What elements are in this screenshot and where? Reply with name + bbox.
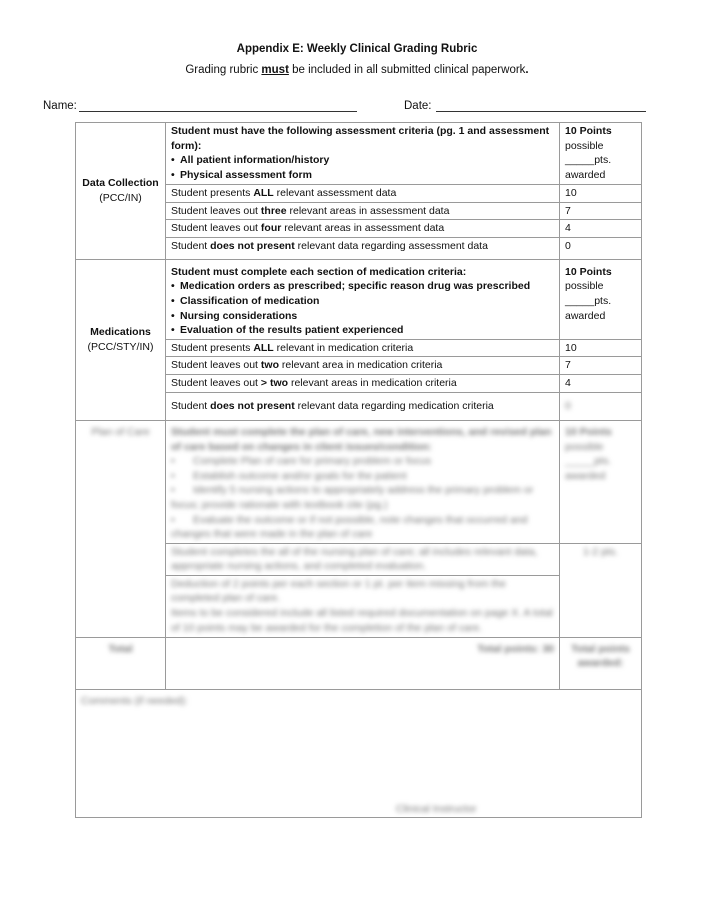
category-name: Data Collection	[82, 177, 159, 190]
points-cell	[560, 420, 642, 543]
category-cell-plan-of-care	[76, 420, 166, 637]
total-awarded-cell[interactable]	[560, 637, 642, 689]
points-blank[interactable]: _____pts.	[565, 154, 612, 167]
category-codes: (PCC/IN)	[99, 191, 142, 204]
criteria-row-text	[166, 357, 560, 375]
row-text-pre: Student presents	[171, 341, 254, 354]
row-points: 7	[560, 202, 642, 220]
row-text-post: relevant areas in assessment data	[281, 222, 445, 235]
category-name: Medications	[90, 326, 151, 339]
row-text-bold: does not present	[210, 400, 295, 413]
row-text-post: relevant assessment data	[273, 187, 397, 199]
criteria-list	[171, 279, 554, 337]
points-awarded: awarded	[565, 469, 606, 482]
row-text-pre: Student leaves out	[171, 359, 261, 372]
criteria-heading: Student must complete each section of medication criteria:	[171, 265, 467, 278]
total-awarded-text: Total points awarded:	[571, 642, 630, 670]
table-row	[76, 637, 642, 689]
list-item: • Classification of medication	[171, 294, 554, 309]
row-text-pre: Student leaves out	[171, 376, 261, 389]
row-text-bold: four	[260, 222, 282, 235]
criteria-heading: Student must have the following assessment criteria (pg. 1 and assessment form):	[171, 125, 550, 152]
points-head: 10 Points	[565, 265, 612, 278]
criteria-list	[171, 454, 554, 542]
subtitle-pre: Grading rubric	[185, 64, 262, 76]
comments-label: Comments (if needed):	[81, 694, 188, 707]
table-row	[76, 123, 642, 185]
list-item: • Identify 5 nursing actions to appropriately address the primary problem or focus; provide rationale with textbook cite (pg.)	[171, 483, 554, 512]
row-text-post: relevant areas in assessment data	[286, 204, 450, 217]
row-text-bold: does not present	[210, 239, 295, 252]
criteria-row-text	[166, 575, 560, 637]
points-cell	[560, 259, 642, 339]
table-row	[76, 420, 642, 543]
list-item: • Nursing considerations	[171, 309, 554, 324]
points-possible: possible	[565, 440, 604, 453]
row-text-bold: three	[260, 204, 287, 217]
criteria-heading: Student must complete the plan of care, new interventions, and revised plan of care based on changes in client issues/condition:	[171, 425, 552, 453]
row-text-pre: Student	[171, 239, 211, 252]
total-label-text: Total	[108, 642, 133, 655]
row-text-pre: Student leaves out	[171, 204, 261, 217]
list-item: • Evaluate the outcome or if not possible, note changes that occurred and changes that were made in the plan of care	[171, 513, 554, 542]
points-awarded: awarded	[565, 168, 606, 181]
row-text-bold: two	[260, 359, 279, 372]
criteria-row-text	[166, 392, 560, 420]
row-points: 0	[560, 237, 642, 259]
table-row	[76, 259, 642, 339]
points-awarded: awarded	[565, 309, 606, 322]
criteria-cell	[166, 259, 560, 339]
criteria-cell	[166, 420, 560, 543]
points-blank[interactable]: _____pts.	[565, 455, 612, 468]
row-points: 4	[560, 220, 642, 238]
points-head: 10 Points	[565, 425, 612, 438]
row-points: 10	[560, 185, 642, 203]
date-label: Date:	[404, 100, 432, 112]
row-text-pre: Student	[171, 400, 211, 413]
row-points: 1-2 pts.	[560, 543, 642, 637]
row-text-post: relevant in medication criteria	[273, 341, 414, 354]
points-possible: possible	[565, 139, 604, 152]
row-points: 0	[560, 392, 642, 420]
table-row	[76, 689, 642, 817]
criteria-cell	[166, 123, 560, 185]
row-text-bold: ALL	[253, 187, 274, 199]
criteria-row-text	[166, 339, 560, 357]
points-blank[interactable]: _____pts.	[565, 294, 612, 307]
clinical-instructor-label: Clinical Instructor	[396, 802, 477, 815]
row-text-post: relevant area in medication criteria	[278, 359, 443, 372]
name-field[interactable]	[43, 100, 357, 112]
list-item: • Physical assessment form	[171, 168, 554, 183]
deduction-text: Deduction of 2 points per each section or 1 pt. per item missing from the completed plan of care.	[171, 577, 507, 605]
total-points-cell	[166, 637, 560, 689]
row-text-bold: > two	[260, 376, 289, 389]
row-points: 10	[560, 339, 642, 357]
list-item: • Establish outcome and/or goals for the patient	[171, 469, 554, 484]
category-cell-medications	[76, 259, 166, 420]
criteria-row-text	[166, 202, 560, 220]
criteria-row-text	[166, 185, 560, 203]
points-possible: possible	[565, 280, 604, 293]
grading-rubric-table	[75, 122, 642, 818]
date-field[interactable]	[404, 100, 646, 112]
list-item: • Medication orders as prescribed; specific reason drug was prescribed	[171, 279, 554, 294]
name-label: Name:	[43, 100, 77, 112]
subtitle-period: .	[525, 64, 529, 76]
list-item: • Complete Plan of care for primary problem or focus	[171, 454, 554, 469]
row-text-post: relevant data regarding medication criteria	[294, 400, 494, 413]
criteria-row-text	[166, 374, 560, 392]
page-title: Appendix E: Weekly Clinical Grading Rubric	[236, 43, 478, 55]
name-underline[interactable]	[79, 100, 357, 112]
row-text-post: relevant areas in medication criteria	[288, 376, 457, 389]
subtitle-must: must	[261, 64, 289, 76]
row-text-pre: Student presents	[171, 187, 254, 199]
row-points: 4	[560, 374, 642, 392]
criteria-row-text	[166, 237, 560, 259]
subtitle-post: be included in all submitted clinical paperwork	[288, 64, 526, 76]
total-points-text: Total points: 30	[477, 642, 554, 655]
points-head: 10 Points	[565, 125, 612, 137]
row-text-bold: ALL	[253, 341, 274, 354]
items-considered-text: Items to be considered include all listed required documentation on page X. A total of 10 points may be awarded for the completion of the plan of care.	[171, 607, 553, 634]
list-item: • Evaluation of the results patient experienced	[171, 323, 554, 338]
category-codes: (PCC/STY/IN)	[87, 340, 154, 353]
row-text-post: relevant data regarding assessment data	[294, 239, 488, 252]
list-item: • All patient information/history	[171, 153, 554, 168]
criteria-row-text: Student completes the all of the nursing plan of care; all includes relevant data, appropriate nursing actions, and completed evaluation.	[166, 543, 560, 575]
comments-cell[interactable]	[76, 689, 642, 817]
points-cell	[560, 123, 642, 185]
date-underline[interactable]	[436, 100, 646, 112]
row-text-pre: Student leaves out	[171, 222, 261, 235]
category-name: Plan of Care	[91, 425, 150, 438]
category-cell-data-collection	[76, 123, 166, 260]
page-subtitle	[0, 64, 714, 76]
row-points: 7	[560, 357, 642, 375]
criteria-row-text	[166, 220, 560, 238]
criteria-list	[171, 153, 554, 182]
total-label	[76, 637, 166, 689]
